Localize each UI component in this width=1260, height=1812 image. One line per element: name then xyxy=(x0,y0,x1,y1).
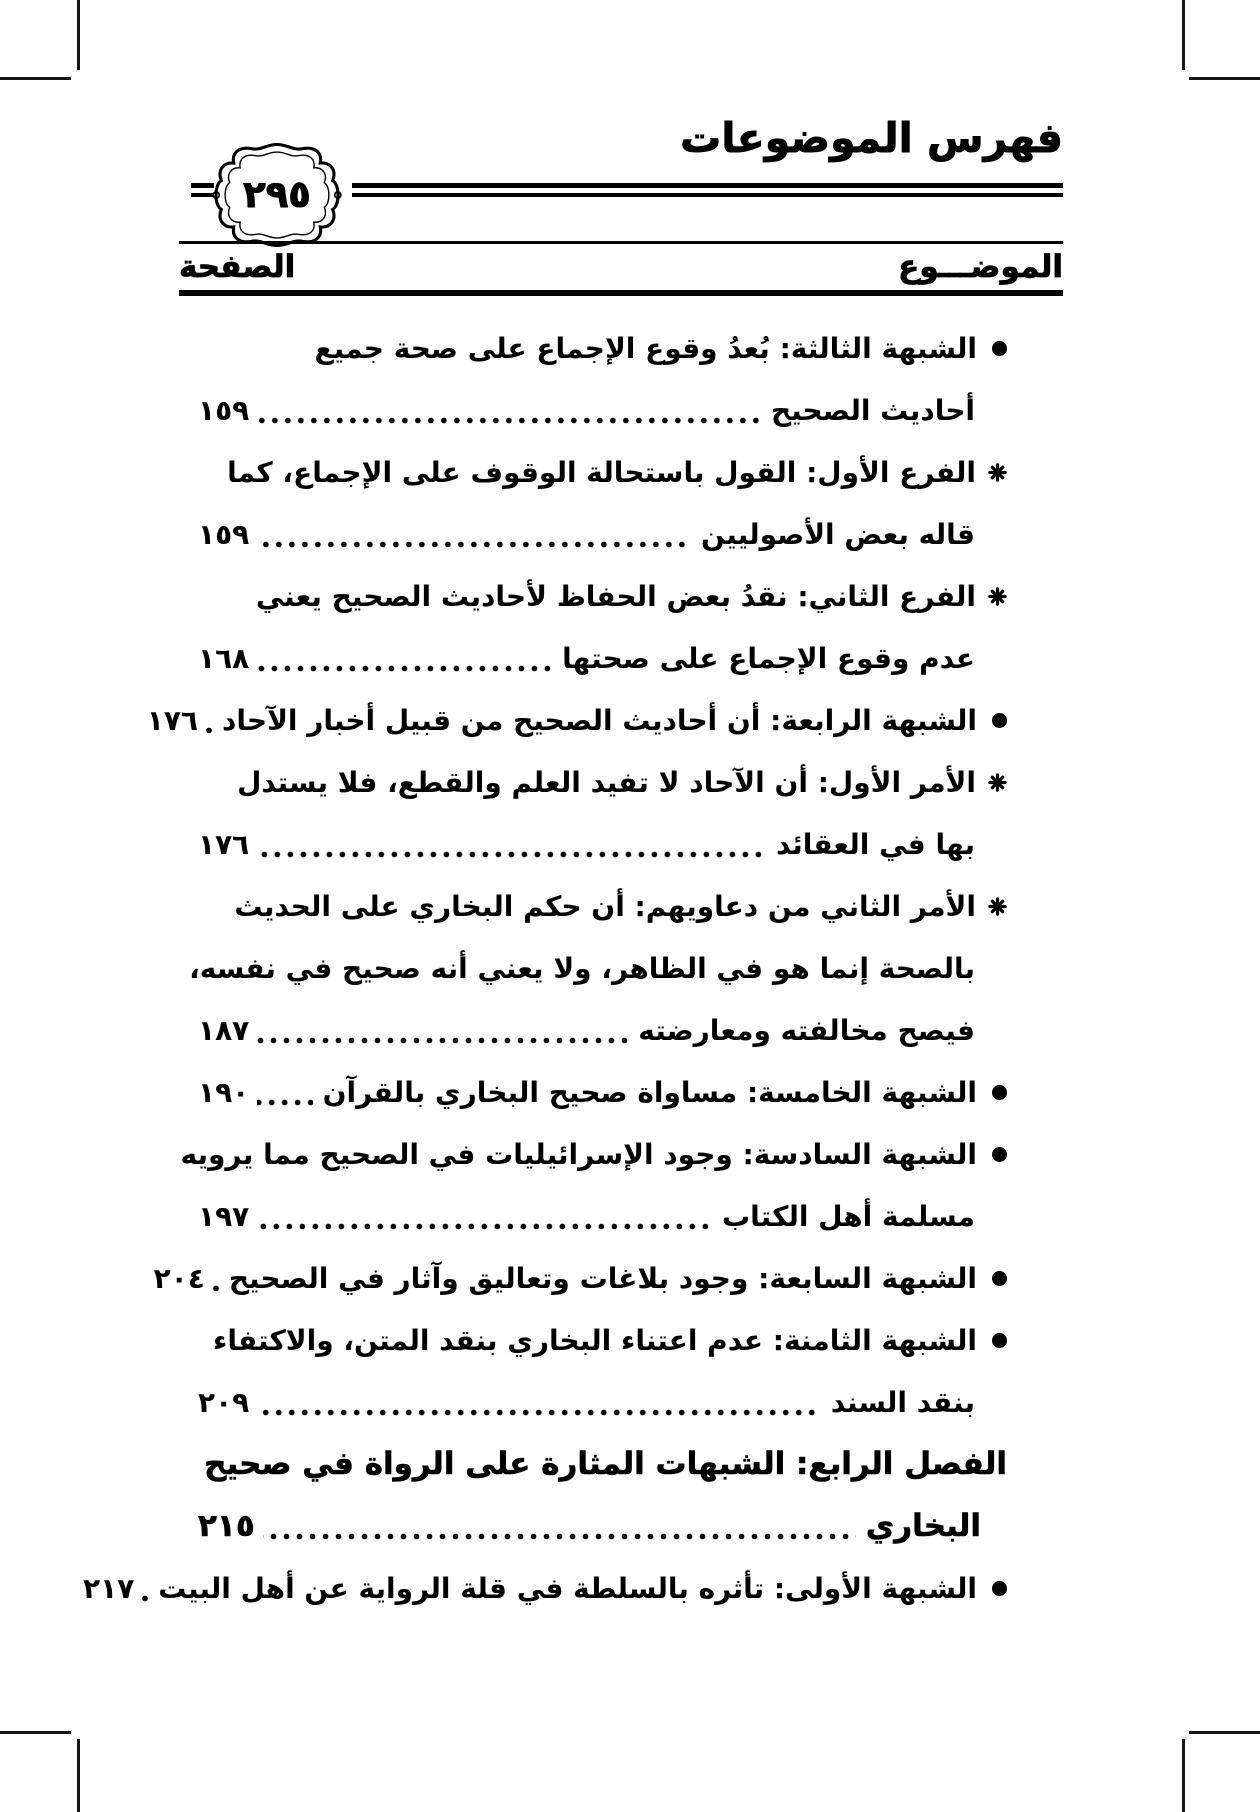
toc-line xyxy=(198,751,1007,813)
toc-entry-text: قاله بعض الأصوليين xyxy=(701,517,975,551)
dot-leader xyxy=(257,539,691,550)
columns-bottom-rule xyxy=(179,290,1063,296)
dot-leader xyxy=(257,663,552,674)
toc-page-number: ٢١٥ xyxy=(198,1507,255,1544)
crop-mark-bottom-right-horizontal xyxy=(1189,1731,1260,1734)
bullet-disc-icon xyxy=(992,1271,1007,1286)
toc-line xyxy=(198,999,1007,1061)
toc-line xyxy=(198,441,1007,503)
toc-entry-text: الشبهة السابعة: وجود بلاغات وتعاليق وآثار في الصحيح xyxy=(228,1261,977,1295)
toc-entry-text: الشبهة الثامنة: عدم اعتناء البخاري بنقد المتن، والاكتفاء xyxy=(213,1323,977,1357)
dot-leader xyxy=(257,1097,312,1108)
toc-line xyxy=(198,379,1007,441)
toc-entry-text: الفرع الثاني: نقدُ بعض الحفاظ لأحاديث الصحيح يعني xyxy=(255,579,976,613)
page-number: ٢٩٥ xyxy=(243,172,311,216)
toc-line xyxy=(198,627,1007,689)
toc-line xyxy=(198,1495,1007,1557)
page-title: فهرس الموضوعات xyxy=(680,114,1063,162)
toc-page-number: ١٧٦ xyxy=(198,827,250,861)
columns-header xyxy=(179,246,1063,288)
toc-line xyxy=(198,565,1007,627)
toc-page-number: ١٧٦ xyxy=(146,703,199,737)
toc-line xyxy=(180,1123,1007,1185)
dot-leader xyxy=(257,1221,712,1232)
toc-entry-text: الشبهة الأولى: تأثره بالسلطة في قلة الرواية عن أهل البيت xyxy=(158,1571,977,1605)
toc-page-number: ٢٠٤ xyxy=(153,1261,205,1295)
bullet-disc-icon xyxy=(992,1147,1007,1162)
crop-mark-top-right-vertical xyxy=(1182,0,1185,70)
crop-mark-bottom-left-vertical xyxy=(77,1739,80,1812)
toc-entry-text: الأمر الثاني من دعاويهم: أن حكم البخاري على الحديث xyxy=(234,889,976,923)
toc-page-number: ٢٠٩ xyxy=(198,1385,250,1419)
toc-entry-text: الشبهة الثالثة: بُعدُ وقوع الإجماع على صحة جميع xyxy=(314,331,977,365)
dot-leader xyxy=(257,415,761,426)
crop-mark-top-left-vertical xyxy=(77,0,80,70)
toc-list xyxy=(83,317,1007,1619)
toc-line xyxy=(198,503,1007,565)
toc-page-number: ١٥٩ xyxy=(198,393,250,427)
toc-page-number: ٢١٧ xyxy=(83,1571,135,1605)
toc-entry-text: البخاري xyxy=(865,1507,981,1544)
dot-leader xyxy=(257,1035,628,1046)
toc-line xyxy=(198,1371,1007,1433)
dot-leader xyxy=(257,849,766,860)
toc-entry-text: الشبهة الرابعة: أن أحاديث الصحيح من قبيل أخبار الآحاد xyxy=(222,703,977,737)
crop-mark-top-right-horizontal xyxy=(1189,77,1260,80)
toc-entry-text: بالصحة إنما هو في الظاهر، ولا يعني أنه صحيح في نفسه، xyxy=(189,951,975,985)
bullet-disc-icon xyxy=(992,341,1007,356)
crop-mark-bottom-right-vertical xyxy=(1182,1739,1185,1812)
toc-entry-text: بنقد السند xyxy=(830,1385,975,1419)
header-double-rule xyxy=(352,183,1063,197)
toc-entry-text: الشبهة الخامسة: مساواة صحيح البخاري بالقرآن xyxy=(322,1075,977,1109)
toc-entry-text: فيصح مخالفته ومعارضته xyxy=(638,1013,975,1047)
toc-line xyxy=(189,937,1007,999)
toc-line xyxy=(146,689,1007,751)
toc-page-number: ١٨٧ xyxy=(198,1013,250,1047)
crop-mark-top-left-horizontal xyxy=(0,77,71,80)
bullet-disc-icon xyxy=(992,1581,1007,1596)
toc-page-number: ١٥٩ xyxy=(198,517,250,551)
toc-entry-text: الشبهة السادسة: وجود الإسرائيليات في الصحيح مما يرويه xyxy=(180,1137,977,1171)
dot-leader xyxy=(257,1407,820,1418)
bullet-disc-icon xyxy=(992,1085,1007,1100)
toc-line xyxy=(198,1309,1007,1371)
toc-entry-text: عدم وقوع الإجماع على صحتها xyxy=(562,641,975,675)
toc-line xyxy=(198,1185,1007,1247)
dot-leader xyxy=(142,1593,148,1604)
bullet-disc-icon xyxy=(992,1333,1007,1348)
columns-top-rule xyxy=(179,241,1063,244)
asterisk-bullet-icon xyxy=(988,773,1007,792)
toc-entry-text: مسلمة أهل الكتاب xyxy=(722,1199,975,1233)
column-page-label: الصفحة xyxy=(179,249,296,285)
toc-line xyxy=(198,317,1007,379)
toc-line xyxy=(83,1557,1007,1619)
toc-line xyxy=(153,1247,1007,1309)
dot-leader xyxy=(206,725,212,736)
asterisk-bullet-icon xyxy=(988,897,1007,916)
dot-leader xyxy=(213,1283,219,1294)
asterisk-bullet-icon xyxy=(988,587,1007,606)
toc-entry-text: الفرع الأول: القول باستحالة الوقوف على الإجماع، كما xyxy=(227,455,976,489)
page-number-ornament xyxy=(210,141,344,249)
column-topic-label: الموضـــوع xyxy=(898,249,1063,285)
toc-entry-text: بها في العقائد xyxy=(776,827,975,861)
toc-entry-text: الأمر الأول: أن الآحاد لا تفيد العلم والقطع، فلا يستدل xyxy=(237,765,976,799)
dot-leader xyxy=(263,1531,856,1542)
asterisk-bullet-icon xyxy=(988,463,1007,482)
toc-line xyxy=(198,875,1007,937)
toc-entry-text: الفصل الرابع: الشبهات المثارة على الرواة في صحيح xyxy=(204,1445,1007,1482)
toc-line xyxy=(198,1433,1007,1495)
bullet-disc-icon xyxy=(992,713,1007,728)
toc-line xyxy=(198,1061,1007,1123)
toc-page-number: ١٩٠ xyxy=(198,1075,250,1109)
crop-mark-bottom-left-horizontal xyxy=(0,1731,71,1734)
toc-line xyxy=(198,813,1007,875)
toc-entry-text: أحاديث الصحيح xyxy=(770,393,975,427)
toc-page-number: ١٩٧ xyxy=(198,1199,250,1233)
toc-page-number: ١٦٨ xyxy=(198,641,250,675)
